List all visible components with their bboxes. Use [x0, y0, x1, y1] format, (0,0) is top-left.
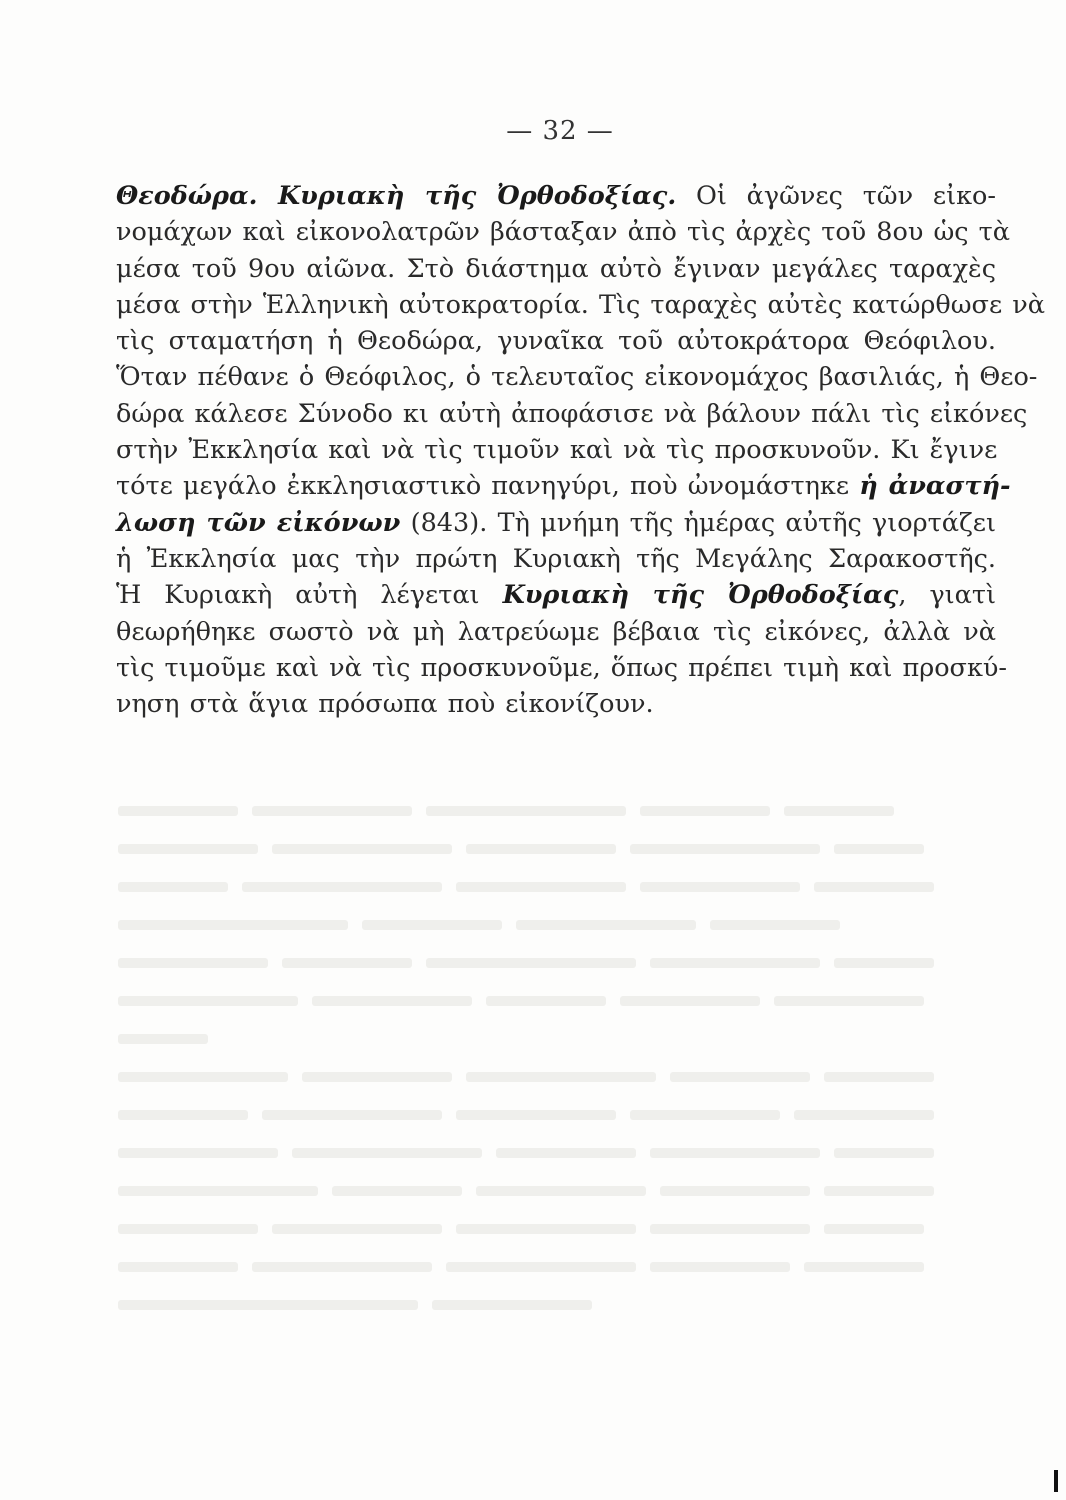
text-run: Οἱ ἀγῶνες τῶν εἰκο-	[676, 181, 996, 211]
text-run: στὴν Ἐκκλησία καὶ νὰ τὶς τιμοῦν καὶ νὰ τὶς προσκυνοῦν. Κι ἔγινε	[116, 435, 998, 466]
text-line	[116, 251, 996, 287]
text-line	[116, 614, 996, 650]
text-run: νηση στὰ ἅγια πρόσωπα ποὺ εἰκονίζουν.	[116, 689, 654, 720]
text-run: (843). Τὴ μνήμη τῆς ἡμέρας αὐτῆς γιορτάζει	[400, 507, 996, 538]
emphasized-term: λωση τῶν εἰκόνων	[116, 507, 401, 538]
text-run: τὶς σταματήση ἡ Θεοδώρα, γυναῖκα τοῦ αὐτοκράτορα Θεόφιλου.	[116, 326, 996, 357]
emphasized-term: Κυριακὴ τῆς Ὀρθοδοξίας	[502, 580, 899, 611]
text-run: ἡ Ἐκκλησία μας τὴν πρώτη Κυριακὴ τῆς Μεγάλης Σαρακοστῆς.	[116, 543, 996, 574]
text-line	[116, 686, 996, 722]
text-run: θεωρήθηκε σωστὸ νὰ μὴ λατρεύωμε βέβαια τὶς εἰκόνες, ἀλλὰ νὰ	[116, 616, 996, 647]
text-line	[116, 287, 1045, 323]
scan-edge-mark	[1054, 1470, 1058, 1492]
text-run: δώρα κάλεσε Σύνοδο κι αὐτὴ ἀποφάσισε νὰ βάλουν πάλι τὶς εἰκόνες	[116, 398, 1028, 429]
text-line	[116, 396, 1028, 432]
text-line	[116, 214, 1010, 250]
text-line	[116, 359, 1038, 395]
text-run: Ὅταν πέθανε ὁ Θεόφιλος, ὁ τελευταῖος εἰκονομάχος βασιλιάς, ἡ Θεο-	[116, 362, 1038, 393]
emphasized-term: Θεοδώρα. Κυριακὴ τῆς Ὀρθοδοξίας.	[116, 181, 677, 211]
text-run: , γιατὶ	[898, 580, 997, 611]
text-line	[116, 432, 996, 468]
text-run: μέσα τοῦ 9ου αἰῶνα. Στὸ διάστημα αὐτὸ ἔγιναν μεγάλες ταραχὲς	[116, 253, 996, 284]
body-paragraph	[116, 178, 1045, 722]
text-run: μέσα στὴν Ἑλληνικὴ αὐτοκρατορία. Τὶς ταραχὲς αὐτὲς κατώρθωσε νὰ	[116, 289, 1045, 320]
emphasized-term: ἡ ἀναστή-	[859, 471, 1011, 502]
text-line	[116, 178, 996, 214]
text-line	[116, 468, 1011, 504]
text-line	[116, 541, 996, 577]
text-line	[116, 505, 996, 541]
text-run: Ἡ Κυριακὴ αὐτὴ λέγεται	[116, 580, 503, 611]
text-line	[116, 650, 1008, 686]
text-line	[116, 577, 996, 613]
bleed-through-text	[118, 790, 998, 1350]
text-line	[116, 323, 996, 359]
text-run: τότε μεγάλο ἐκκλησιαστικὸ πανηγύρι, ποὺ ὠνομάστηκε	[116, 471, 860, 502]
text-run: τὶς τιμοῦμε καὶ νὰ τὶς προσκυνοῦμε, ὅπως πρέπει τιμὴ καὶ προσκύ-	[116, 652, 1008, 683]
page-number: — 32 —	[506, 116, 614, 146]
text-run: νομάχων καὶ εἰκονολατρῶν βάσταξαν ἀπὸ τὶς ἀρχὲς τοῦ 8ου ὡς τὰ	[116, 217, 1010, 248]
